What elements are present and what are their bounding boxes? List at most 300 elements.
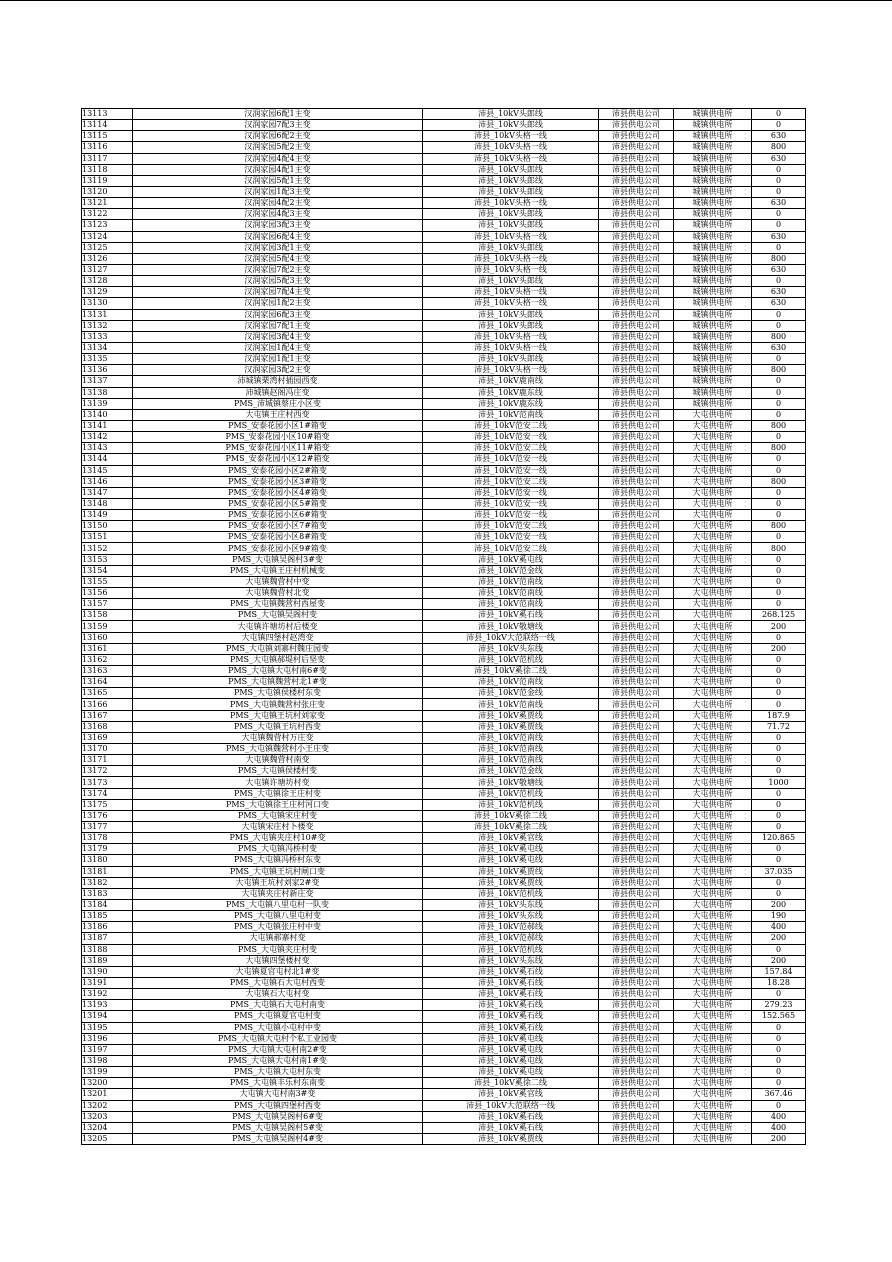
cell-name: PMS_大屯镇大屯村个私工业园变 <box>133 1033 423 1044</box>
cell-name: 大屯镇石大屯村变 <box>133 989 423 1000</box>
cell-capacity: 200 <box>752 899 806 910</box>
table-row <box>82 186 806 197</box>
cell-capacity: 630 <box>752 298 806 309</box>
cell-id: 13154 <box>82 565 133 576</box>
cell-line: 沛县_10kV范安二线 <box>423 521 599 532</box>
table-row <box>82 398 806 409</box>
cell-station: 城镇供电所 <box>674 298 752 309</box>
cell-capacity: 0 <box>752 387 806 398</box>
cell-capacity: 400 <box>752 922 806 933</box>
cell-line: 沛县_10kV大范联络一线 <box>423 1100 599 1111</box>
cell-name: PMS_大屯镇吴阁村4#变 <box>133 1133 423 1144</box>
cell-company: 沛县供电公司 <box>599 788 674 799</box>
cell-capacity: 0 <box>752 654 806 665</box>
cell-id: 13176 <box>82 810 133 821</box>
cell-capacity: 630 <box>752 198 806 209</box>
cell-line: 沛县_10kV范机线 <box>423 944 599 955</box>
table-row <box>82 487 806 498</box>
cell-station: 大屯供电所 <box>674 799 752 810</box>
cell-name: PMS_大屯镇石大屯村南变 <box>133 1000 423 1011</box>
cell-name: PMS_大屯镇魏营村小王庄变 <box>133 744 423 755</box>
cell-company: 沛县供电公司 <box>599 877 674 888</box>
cell-line: 沛县_10kV头格一线 <box>423 287 599 298</box>
cell-line: 沛县_10kV范安二线 <box>423 543 599 554</box>
cell-name: PMS_大屯镇张庄村中变 <box>133 922 423 933</box>
table-row <box>82 320 806 331</box>
table-row <box>82 766 806 777</box>
table-row <box>82 153 806 164</box>
cell-id: 13147 <box>82 487 133 498</box>
table-row <box>82 632 806 643</box>
cell-company: 沛县供电公司 <box>599 298 674 309</box>
cell-id: 13135 <box>82 354 133 365</box>
cell-line: 沛县_10kV头郎线 <box>423 320 599 331</box>
cell-name: PMS_大屯镇王坑村闸口变 <box>133 866 423 877</box>
cell-station: 大屯供电所 <box>674 944 752 955</box>
table-row <box>82 1111 806 1122</box>
table-body <box>82 109 806 1145</box>
cell-id: 13169 <box>82 732 133 743</box>
cell-id: 13156 <box>82 588 133 599</box>
cell-name: 汉润家园4配4主变 <box>133 153 423 164</box>
cell-line: 沛县_10kV头郎线 <box>423 220 599 231</box>
cell-line: 沛县_10kV奚石线 <box>423 977 599 988</box>
cell-capacity: 0 <box>752 699 806 710</box>
cell-name: PMS_大屯镇郝堤村后坚变 <box>133 654 423 665</box>
cell-line: 沛县_10kV奚徐二线 <box>423 810 599 821</box>
cell-id: 13189 <box>82 955 133 966</box>
cell-capacity: 0 <box>752 120 806 131</box>
cell-company: 沛县供电公司 <box>599 922 674 933</box>
cell-company: 沛县供电公司 <box>599 1022 674 1033</box>
cell-name: 汉润家园5配2主变 <box>133 142 423 153</box>
cell-station: 大屯供电所 <box>674 710 752 721</box>
cell-station: 城镇供电所 <box>674 175 752 186</box>
cell-capacity: 268.125 <box>752 610 806 621</box>
cell-id: 13113 <box>82 109 133 120</box>
cell-capacity: 190 <box>752 911 806 922</box>
cell-station: 大屯供电所 <box>674 409 752 420</box>
cell-company: 沛县供电公司 <box>599 342 674 353</box>
cell-name: PMS_大屯镇夏官屯村变 <box>133 1011 423 1022</box>
cell-line: 沛县_10kV范南线 <box>423 699 599 710</box>
cell-id: 13179 <box>82 844 133 855</box>
cell-name: 汉润家园7配4主变 <box>133 287 423 298</box>
cell-id: 13182 <box>82 877 133 888</box>
cell-name: PMS_大屯镇四堡村西变 <box>133 1100 423 1111</box>
cell-id: 13145 <box>82 465 133 476</box>
cell-capacity: 200 <box>752 955 806 966</box>
table-row <box>82 532 806 543</box>
cell-line: 沛县_10kV奚屯线 <box>423 554 599 565</box>
cell-company: 沛县供电公司 <box>599 822 674 833</box>
cell-company: 沛县供电公司 <box>599 810 674 821</box>
cell-company: 沛县供电公司 <box>599 109 674 120</box>
cell-name: PMS_大屯镇石大屯村西变 <box>133 977 423 988</box>
cell-id: 13151 <box>82 532 133 543</box>
table-row <box>82 833 806 844</box>
cell-company: 沛县供电公司 <box>599 487 674 498</box>
cell-name: 汉润家园6配4主变 <box>133 231 423 242</box>
cell-id: 13136 <box>82 365 133 376</box>
table-row <box>82 365 806 376</box>
cell-name: PMS_大屯镇大屯村南1#变 <box>133 1055 423 1066</box>
cell-name: PMS_大屯镇八里屯村一队变 <box>133 899 423 910</box>
cell-station: 大屯供电所 <box>674 543 752 554</box>
cell-station: 城镇供电所 <box>674 398 752 409</box>
cell-name: 大屯镇魏营村万庄变 <box>133 732 423 743</box>
cell-name: 汉润家园3配3主变 <box>133 220 423 231</box>
cell-name: PMS_大屯镇八里屯村变 <box>133 911 423 922</box>
cell-capacity: 0 <box>752 276 806 287</box>
cell-id: 13185 <box>82 911 133 922</box>
table-row <box>82 955 806 966</box>
cell-station: 大屯供电所 <box>674 755 752 766</box>
cell-line: 沛县_10kV头格一线 <box>423 231 599 242</box>
cell-name: 汉润家园7配2主变 <box>133 264 423 275</box>
cell-id: 13190 <box>82 966 133 977</box>
cell-company: 沛县供电公司 <box>599 253 674 264</box>
cell-id: 13201 <box>82 1089 133 1100</box>
cell-capacity: 0 <box>752 409 806 420</box>
cell-company: 沛县供电公司 <box>599 320 674 331</box>
cell-name: 汉润家园5配4主变 <box>133 253 423 264</box>
cell-company: 沛县供电公司 <box>599 833 674 844</box>
cell-id: 13194 <box>82 1011 133 1022</box>
cell-company: 沛县供电公司 <box>599 610 674 621</box>
cell-line: 沛县_10kV范安二线 <box>423 420 599 431</box>
cell-line: 沛县_10kV头郎线 <box>423 175 599 186</box>
cell-capacity: 0 <box>752 944 806 955</box>
cell-name: 汉润家园6配2主变 <box>133 131 423 142</box>
page-top-rule <box>0 0 892 1</box>
cell-line: 沛县_10kV头格一线 <box>423 153 599 164</box>
cell-station: 大屯供电所 <box>674 432 752 443</box>
cell-company: 沛县供电公司 <box>599 220 674 231</box>
table-row <box>82 710 806 721</box>
cell-line: 沛县_10kV头郎线 <box>423 276 599 287</box>
table-row <box>82 944 806 955</box>
cell-capacity: 800 <box>752 253 806 264</box>
cell-capacity: 800 <box>752 476 806 487</box>
cell-id: 13118 <box>82 164 133 175</box>
cell-company: 沛县供电公司 <box>599 744 674 755</box>
cell-station: 大屯供电所 <box>674 498 752 509</box>
cell-company: 沛县供电公司 <box>599 755 674 766</box>
cell-capacity: 0 <box>752 888 806 899</box>
cell-line: 沛县_10kV范机线 <box>423 654 599 665</box>
cell-id: 13205 <box>82 1133 133 1144</box>
cell-station: 大屯供电所 <box>674 977 752 988</box>
cell-capacity: 0 <box>752 855 806 866</box>
cell-station: 城镇供电所 <box>674 242 752 253</box>
cell-capacity: 200 <box>752 621 806 632</box>
cell-id: 13146 <box>82 476 133 487</box>
cell-capacity: 0 <box>752 186 806 197</box>
cell-capacity: 0 <box>752 844 806 855</box>
table-row <box>82 877 806 888</box>
cell-station: 大屯供电所 <box>674 810 752 821</box>
cell-company: 沛县供电公司 <box>599 1067 674 1078</box>
cell-station: 城镇供电所 <box>674 387 752 398</box>
cell-id: 13167 <box>82 710 133 721</box>
cell-id: 13114 <box>82 120 133 131</box>
cell-name: 大屯镇夹庄村新庄变 <box>133 888 423 899</box>
table-row <box>82 844 806 855</box>
cell-station: 大屯供电所 <box>674 911 752 922</box>
cell-station: 大屯供电所 <box>674 1044 752 1055</box>
cell-name: 汉润家园4配3主变 <box>133 209 423 220</box>
table-row <box>82 822 806 833</box>
table-row <box>82 1133 806 1144</box>
cell-company: 沛县供电公司 <box>599 944 674 955</box>
cell-capacity: 0 <box>752 532 806 543</box>
cell-id: 13117 <box>82 153 133 164</box>
cell-capacity: 800 <box>752 443 806 454</box>
cell-capacity: 0 <box>752 1055 806 1066</box>
cell-station: 城镇供电所 <box>674 142 752 153</box>
cell-line: 沛县_10kV奚石线 <box>423 1111 599 1122</box>
cell-id: 13188 <box>82 944 133 955</box>
cell-id: 13178 <box>82 833 133 844</box>
cell-name: PMS_大屯镇丰乐村东南变 <box>133 1078 423 1089</box>
cell-capacity: 0 <box>752 1100 806 1111</box>
cell-id: 13141 <box>82 420 133 431</box>
cell-capacity: 630 <box>752 231 806 242</box>
cell-name: 大屯镇魏营村南变 <box>133 755 423 766</box>
table-row <box>82 911 806 922</box>
cell-line: 沛县_10kV奚屯线 <box>423 844 599 855</box>
cell-company: 沛县供电公司 <box>599 387 674 398</box>
table-row <box>82 699 806 710</box>
cell-company: 沛县供电公司 <box>599 1111 674 1122</box>
cell-station: 城镇供电所 <box>674 320 752 331</box>
cell-company: 沛县供电公司 <box>599 888 674 899</box>
table-row <box>82 465 806 476</box>
cell-line: 沛县_10kV奚徐二线 <box>423 666 599 677</box>
cell-company: 沛县供电公司 <box>599 409 674 420</box>
cell-name: 汉润家园3配4主变 <box>133 331 423 342</box>
cell-capacity: 157.84 <box>752 966 806 977</box>
cell-line: 沛县_10kV头格一线 <box>423 142 599 153</box>
cell-id: 13144 <box>82 454 133 465</box>
cell-company: 沛县供电公司 <box>599 1133 674 1144</box>
cell-line: 沛县_10kV头郎线 <box>423 109 599 120</box>
table-row <box>82 1011 806 1022</box>
cell-line: 沛县_10kV奚屯线 <box>423 1033 599 1044</box>
cell-station: 大屯供电所 <box>674 1067 752 1078</box>
cell-id: 13183 <box>82 888 133 899</box>
cell-name: 大屯镇四堡村赵湾变 <box>133 632 423 643</box>
cell-name: 大屯镇许塘坊村变 <box>133 777 423 788</box>
cell-station: 城镇供电所 <box>674 164 752 175</box>
table-row <box>82 521 806 532</box>
cell-name: PMS_沛城镇蔡庄小区变 <box>133 398 423 409</box>
table-row <box>82 220 806 231</box>
table-row <box>82 1100 806 1111</box>
cell-station: 城镇供电所 <box>674 186 752 197</box>
cell-company: 沛县供电公司 <box>599 632 674 643</box>
cell-capacity: 0 <box>752 1022 806 1033</box>
cell-line: 沛县_10kV范南线 <box>423 599 599 610</box>
cell-station: 大屯供电所 <box>674 922 752 933</box>
cell-id: 13134 <box>82 342 133 353</box>
table-row <box>82 855 806 866</box>
cell-capacity: 0 <box>752 632 806 643</box>
cell-line: 沛县_10kV范南线 <box>423 732 599 743</box>
cell-name: 大屯镇许塘坊村后楼变 <box>133 621 423 632</box>
table-row <box>82 476 806 487</box>
cell-company: 沛县供电公司 <box>599 120 674 131</box>
cell-station: 大屯供电所 <box>674 443 752 454</box>
cell-line: 沛县_10kV奚贾线 <box>423 721 599 732</box>
cell-line: 沛县_10kV范安一线 <box>423 498 599 509</box>
cell-station: 城镇供电所 <box>674 120 752 131</box>
cell-line: 沛县_10kV范南线 <box>423 744 599 755</box>
table-row <box>82 933 806 944</box>
table-row <box>82 287 806 298</box>
cell-station: 城镇供电所 <box>674 287 752 298</box>
table-row <box>82 120 806 131</box>
cell-line: 沛县_10kV奚徐二线 <box>423 822 599 833</box>
cell-company: 沛县供电公司 <box>599 1089 674 1100</box>
cell-id: 13152 <box>82 543 133 554</box>
cell-company: 沛县供电公司 <box>599 955 674 966</box>
cell-id: 13203 <box>82 1111 133 1122</box>
cell-line: 沛县_10kV头东线 <box>423 955 599 966</box>
table-row <box>82 264 806 275</box>
cell-capacity: 0 <box>752 989 806 1000</box>
cell-station: 城镇供电所 <box>674 264 752 275</box>
cell-company: 沛县供电公司 <box>599 777 674 788</box>
cell-line: 沛县_10kV范机线 <box>423 888 599 899</box>
cell-capacity: 800 <box>752 142 806 153</box>
cell-capacity: 800 <box>752 543 806 554</box>
cell-company: 沛县供电公司 <box>599 454 674 465</box>
cell-station: 大屯供电所 <box>674 599 752 610</box>
cell-company: 沛县供电公司 <box>599 420 674 431</box>
cell-name: 汉润家园3配2主变 <box>133 365 423 376</box>
cell-line: 沛县_10kV范安一线 <box>423 487 599 498</box>
cell-line: 沛县_10kV敬塘线 <box>423 621 599 632</box>
cell-company: 沛县供电公司 <box>599 186 674 197</box>
table-row <box>82 799 806 810</box>
table-row <box>82 922 806 933</box>
cell-station: 城镇供电所 <box>674 276 752 287</box>
cell-company: 沛县供电公司 <box>599 699 674 710</box>
cell-id: 13159 <box>82 621 133 632</box>
cell-id: 13166 <box>82 699 133 710</box>
cell-id: 13133 <box>82 331 133 342</box>
cell-line: 沛县_10kV奚贾线 <box>423 877 599 888</box>
table-row <box>82 443 806 454</box>
cell-company: 沛县供电公司 <box>599 510 674 521</box>
cell-line: 沛县_10kV范安二线 <box>423 476 599 487</box>
cell-station: 大屯供电所 <box>674 632 752 643</box>
cell-id: 13168 <box>82 721 133 732</box>
cell-station: 城镇供电所 <box>674 198 752 209</box>
cell-company: 沛县供电公司 <box>599 131 674 142</box>
table-row <box>82 164 806 175</box>
table-row <box>82 1044 806 1055</box>
cell-name: PMS_大屯镇侯楼村东变 <box>133 688 423 699</box>
cell-station: 城镇供电所 <box>674 131 752 142</box>
cell-station: 城镇供电所 <box>674 209 752 220</box>
cell-station: 大屯供电所 <box>674 1000 752 1011</box>
cell-station: 城镇供电所 <box>674 376 752 387</box>
cell-name: PMS_大屯镇夹庄村变 <box>133 944 423 955</box>
cell-station: 大屯供电所 <box>674 744 752 755</box>
cell-company: 沛县供电公司 <box>599 688 674 699</box>
cell-id: 13129 <box>82 287 133 298</box>
cell-line: 沛县_10kV头郎线 <box>423 242 599 253</box>
cell-station: 大屯供电所 <box>674 1122 752 1133</box>
cell-station: 大屯供电所 <box>674 610 752 621</box>
table-row <box>82 777 806 788</box>
cell-id: 13142 <box>82 432 133 443</box>
cell-company: 沛县供电公司 <box>599 242 674 253</box>
cell-company: 沛县供电公司 <box>599 1011 674 1022</box>
table-row <box>82 131 806 142</box>
cell-company: 沛县供电公司 <box>599 621 674 632</box>
table-row <box>82 510 806 521</box>
cell-station: 大屯供电所 <box>674 576 752 587</box>
cell-name: 汉润家园1配1主变 <box>133 354 423 365</box>
cell-name: PMS_安泰花园小区6#箱变 <box>133 510 423 521</box>
cell-id: 13164 <box>82 677 133 688</box>
cell-name: PMS_安泰花园小区11#箱变 <box>133 443 423 454</box>
cell-company: 沛县供电公司 <box>599 1044 674 1055</box>
cell-line: 沛县_10kV头格一线 <box>423 264 599 275</box>
cell-name: 沛城镇赵阁冯庄变 <box>133 387 423 398</box>
cell-id: 13184 <box>82 899 133 910</box>
cell-company: 沛县供电公司 <box>599 287 674 298</box>
cell-station: 大屯供电所 <box>674 1055 752 1066</box>
cell-name: PMS_大屯镇刘寨村魏庄园变 <box>133 643 423 654</box>
cell-company: 沛县供电公司 <box>599 1100 674 1111</box>
cell-id: 13155 <box>82 576 133 587</box>
cell-id: 13139 <box>82 398 133 409</box>
cell-id: 13132 <box>82 320 133 331</box>
cell-line: 沛县_10kV范安一线 <box>423 432 599 443</box>
cell-line: 沛县_10kV范金线 <box>423 766 599 777</box>
cell-capacity: 187.9 <box>752 710 806 721</box>
cell-id: 13204 <box>82 1122 133 1133</box>
cell-company: 沛县供电公司 <box>599 354 674 365</box>
cell-station: 大屯供电所 <box>674 554 752 565</box>
table-row <box>82 1067 806 1078</box>
cell-company: 沛县供电公司 <box>599 376 674 387</box>
cell-company: 沛县供电公司 <box>599 911 674 922</box>
cell-station: 大屯供电所 <box>674 654 752 665</box>
cell-company: 沛县供电公司 <box>599 866 674 877</box>
cell-capacity: 0 <box>752 1078 806 1089</box>
cell-name: PMS_大屯镇王坑村刘家变 <box>133 710 423 721</box>
cell-id: 13153 <box>82 554 133 565</box>
cell-line: 沛县_10kV奚石线 <box>423 1022 599 1033</box>
cell-line: 沛县_10kV奚贾线 <box>423 1133 599 1144</box>
cell-capacity: 0 <box>752 877 806 888</box>
table-row <box>82 109 806 120</box>
table-row <box>82 231 806 242</box>
cell-id: 13124 <box>82 231 133 242</box>
cell-name: 沛城镇栗湾村插园西变 <box>133 376 423 387</box>
cell-capacity: 0 <box>752 487 806 498</box>
cell-station: 大屯供电所 <box>674 933 752 944</box>
cell-station: 大屯供电所 <box>674 899 752 910</box>
cell-name: PMS_大屯镇宋庄村变 <box>133 810 423 821</box>
cell-capacity: 0 <box>752 376 806 387</box>
